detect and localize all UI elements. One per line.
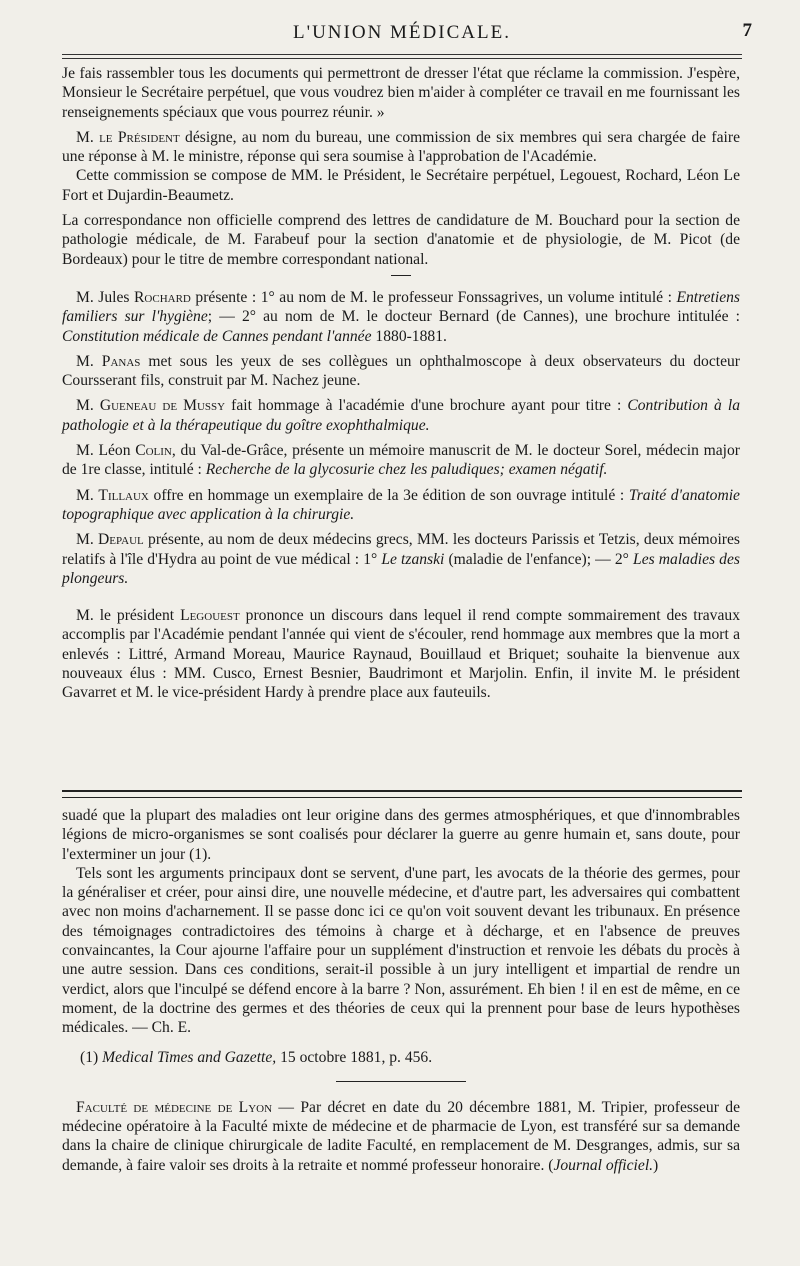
news-item <box>62 1098 740 1175</box>
speaker-name: M. le Président <box>76 128 180 146</box>
section-double-rule <box>62 790 742 798</box>
text: présente, au nom de deux médecins grecs, MM. les docteurs Parissis et Tetzis, deux mémoires relatifs à l'île d'Hydra au point de vue médical : 1° <box>62 531 740 568</box>
text: offre en hommage un exemplaire de la 3e édition de son ouvrage intitulé : <box>148 486 629 504</box>
text: M. <box>76 397 100 415</box>
paragraph <box>62 396 740 435</box>
item-heading: Faculté de médecine de Lyon <box>76 1098 273 1116</box>
speaker-name: Colin <box>135 442 172 460</box>
text: désigne, au nom du bureau, une commission de six membres qui sera chargée de faire une réponse à M. le ministre, réponse qui sera soumise à l'approbation de l'Académie. <box>62 128 740 166</box>
speaker-name: Legouest <box>180 607 240 625</box>
speaker-name: Gueneau de Mussy <box>99 397 226 415</box>
section-divider <box>336 1081 466 1082</box>
text: met sous les yeux de ses collègues un ophthalmoscope à deux observateurs du docteur Coursserant fils, construit par M. Nachez jeune. <box>62 352 740 390</box>
text: 15 octobre 1881, p. 456. <box>276 1048 433 1066</box>
paragraph: Tels sont les arguments principaux dont se servent, d'une part, les avocats de la théorie des germes, pour la généraliser et créer, pour ainsi dire, une nouvelle médecine, et d'autre part, les adversaires qui combattent avec non moins d'acharnement. Il se passe donc ici ce qu'on voit souvent devant les tribunaux. En présence des témoignages contradictoires des témoins à charge et à décharge, et en l'absence de preuves convaincantes, la Cour ajourne l'affaire pour un supplément d'instruction et renvoie les débats du procès à une autre session. Dans ces conditions, serait-il possible à un jury intelligent et impartial de rendre un verdict, alors que l'inculpé se défend encore à la barre ? Non, assurément. Eh bien ! il en est de même, en ce moment, de la doctrine des germes et des théories de ceux qui la prennent pour base de leurs hypothèses médicales. — Ch. E. <box>62 864 740 1037</box>
speaker-name: Tillaux <box>98 486 149 504</box>
paragraph <box>62 128 740 167</box>
paragraph <box>62 530 740 588</box>
work-title: Recherche de la glycosurie chez les paludiques; examen négatif. <box>205 461 608 479</box>
journal-title: L'UNION MÉDICALE. <box>293 22 511 43</box>
paragraph <box>62 352 740 391</box>
speaker-name: Depaul <box>98 531 144 549</box>
text: prononce un discours dans lequel il rend compte sommairement des travaux accomplis par l'Académie pendant l'année qui vient de s'écouler, rend hommage aux membres que la mort a enlevés : Littré, Armand Moreau, Maurice Raynaud, Bouillaud et Briquet; souhaite la bienvenue aux nouveaux élus : MM. Cusco, Ernest Besnier, Baudrimont et Marjolin. Enfin, il invite M. le président Gavarret et M. le vice-président Hardy à prendre place aux fauteuils. <box>62 607 740 702</box>
academy-proceedings <box>62 64 740 703</box>
text: ; — 2° au nom de M. le docteur Bernard (de Cannes), une brochure intitulée : <box>207 308 740 326</box>
paragraph: La correspondance non officielle comprend des lettres de candidature de M. Bouchard pour la section de pathologie médicale, de M. Farabeuf pour la section d'anatomie et de physiologie, de M. Picot (de Bordeaux) pour le titre de membre correspondant national. <box>62 212 740 268</box>
paragraph: suadé que la plupart des maladies ont leur origine dans des germes atmosphériques, et que d'innombrables légions de micro-organismes se sont coalisés pour déclarer la guerre au genre humain et, sans doute, pour l'exterminer un jour (1). <box>62 807 740 863</box>
text: M. Jules <box>76 288 135 306</box>
germ-theory-article <box>62 806 740 1175</box>
paragraph <box>62 606 740 702</box>
section-divider <box>391 275 411 276</box>
text: — Par décret en date du 20 décembre 1881, M. Tripier, professeur de médecine opératoire à la Faculté mixte de médecine et de pharmacie de Lyon, est transféré sur sa demande dans la chaire de clinique chirurgicale de ladite Faculté, en remplacement de M. Desgranges, admis, sur sa demande, à faire valoir ses droits à la retraite et nommé professeur honoraire. ( <box>62 1098 740 1174</box>
speaker-name: Rochard <box>134 288 191 306</box>
work-title: Les maladies des plongeurs. <box>62 550 740 587</box>
text: présente : 1° au nom de M. le professeur Fonssagrives, un volume intitulé : <box>190 288 677 306</box>
source-title: Medical Times and Gazette, <box>102 1048 277 1066</box>
footnote-mark: (1) <box>80 1048 103 1066</box>
speaker-name: Panas <box>101 352 141 370</box>
paragraph <box>62 441 740 480</box>
text: M. <box>76 486 99 504</box>
text: M. <box>76 531 99 549</box>
paragraph: Je fais rassembler tous les documents qui permettront de dresser l'état que réclame la commission. J'espère, Monsieur le Secrétaire perpétuel, que vous voudrez bien m'aider à compléter ce travail en me fournissant les renseignements spéciaux que vous pourrez réunir. » <box>62 65 740 121</box>
text: , du Val-de-Grâce, présente un mémoire manuscrit de M. le docteur Sorel, médecin major de 1re classe, intitulé : <box>62 442 740 479</box>
text: M. <box>76 352 102 370</box>
running-head <box>62 18 752 48</box>
work-title: Entretiens familiers sur l'hygiène <box>62 288 740 326</box>
work-title: Contribution à la pathologie et à la thérapeutique du goître exophthalmique. <box>62 397 740 434</box>
paragraph <box>62 288 740 346</box>
text: M. le président <box>76 607 181 625</box>
page-number: 7 <box>742 20 752 41</box>
text: 1880-1881. <box>371 327 447 345</box>
footnote <box>62 1048 740 1067</box>
text: M. Léon <box>76 442 136 460</box>
source-title: Journal officiel. <box>553 1156 654 1174</box>
text: (maladie de l'enfance); — 2° <box>444 550 634 568</box>
text: ) <box>653 1156 659 1174</box>
paragraph: Cette commission se compose de MM. le Président, le Secrétaire perpétuel, Legouest, Rochard, Léon Le Fort et Dujardin-Beaumetz. <box>62 167 740 204</box>
text: fait hommage à l'académie d'une brochure ayant pour titre : <box>225 397 628 415</box>
work-title: Constitution médicale de Cannes pendant l'année <box>62 327 372 345</box>
work-title: Traité d'anatomie topographique avec application à la chirurgie. <box>62 486 740 523</box>
header-rule <box>62 54 742 59</box>
work-title: Le tzanski <box>381 550 445 568</box>
paragraph <box>62 486 740 525</box>
